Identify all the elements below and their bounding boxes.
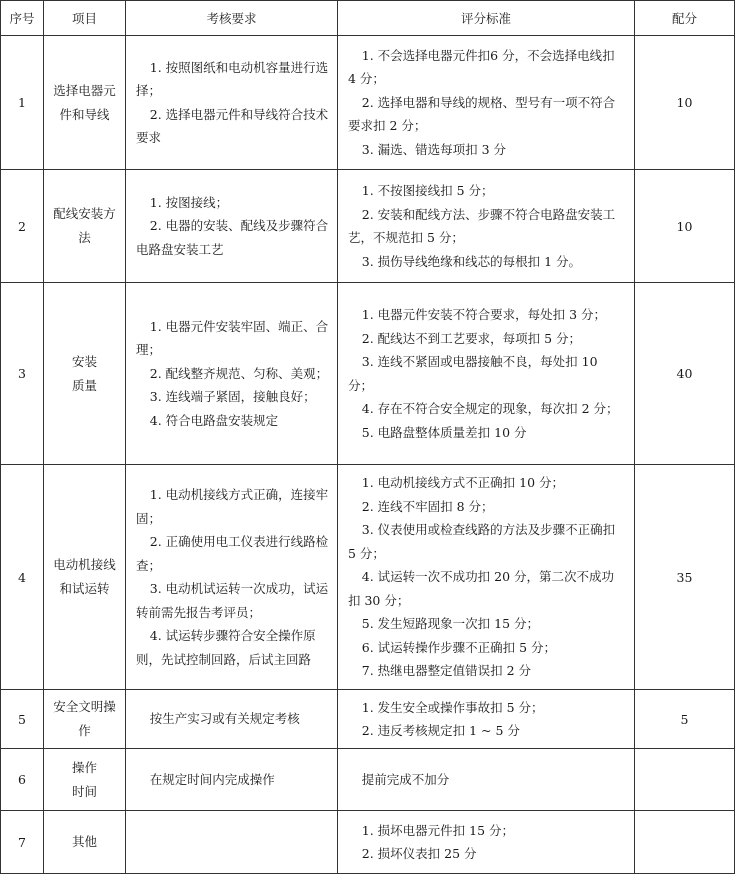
standard-line: 1. 不按图接线扣 5 分；: [361, 183, 494, 198]
requirement-line: 4. 符合电路盘安装规定: [149, 412, 279, 428]
standard-line: 6. 试运转操作步骤不正确扣 5 分；: [361, 639, 557, 655]
row-requirement: [126, 465, 338, 690]
row-item: [44, 36, 126, 170]
row-standard: [338, 283, 635, 465]
row-requirement: [126, 811, 338, 874]
row-score: 10: [635, 170, 735, 283]
row-item: [44, 811, 126, 874]
standard-line: 1. 电器元件安装不符合要求，每处扣 3 分；: [361, 307, 607, 322]
row-requirement: [126, 36, 338, 170]
header-row: [1, 1, 735, 36]
row-item: [44, 170, 126, 283]
standard-line: 2. 连线不牢固扣 8 分；: [361, 498, 494, 514]
header-requirement: 考核要求: [126, 1, 338, 36]
table-row: [1, 749, 735, 811]
requirement-line: 1. 按图接线；: [149, 194, 229, 210]
requirement-line: 1. 电器元件安装牢固、端正、合理；: [136, 318, 329, 358]
row-number: 6: [1, 749, 44, 811]
row-number: 5: [1, 690, 44, 749]
standard-line: 3. 仪表使用或检查线路的方法及步骤不正确扣 5 分；: [348, 522, 616, 561]
row-score: [635, 749, 735, 811]
row-requirement: [126, 170, 338, 283]
row-item-text: 电动机接线和试运转: [53, 557, 116, 596]
standard-line: 5. 电路盘整体质量差扣 10 分: [361, 424, 527, 440]
header-item: 项目: [44, 1, 126, 36]
row-item: [44, 690, 126, 749]
row-item-text: 其他: [71, 834, 97, 849]
row-item: [44, 749, 126, 811]
row-number: 7: [1, 811, 44, 874]
requirement-line: 2. 正确使用电工仪表进行线路检查；: [136, 534, 329, 573]
header-num: 序号: [1, 1, 44, 36]
standard-line: 1. 不会选择电器元件扣6 分，不会选择电线扣 4 分；: [348, 47, 615, 87]
table-row: [1, 283, 735, 465]
row-requirement: [126, 690, 338, 749]
row-standard: [338, 36, 635, 170]
requirement-line: 1. 按照图纸和电动机容量进行选择；: [136, 59, 329, 98]
standard-line: 1. 发生安全或操作事故扣 5 分；: [361, 699, 544, 715]
requirement-line: 2. 电器的安装、配线及步骤符合电路盘安装工艺: [136, 218, 329, 257]
standard-line: 3. 漏选、错选每项扣 3 分: [361, 141, 507, 157]
row-item-text: 安全文明操作: [53, 699, 116, 738]
standard-line: 4. 存在不符合安全规定的现象，每次扣 2 分；: [361, 401, 619, 416]
row-number: 3: [1, 283, 44, 465]
header-standard: 评分标准: [338, 1, 635, 36]
standard-line: 3. 损伤导线绝缘和线芯的每根扣 1 分。: [361, 253, 582, 269]
standard-line: 1. 电动机接线方式不正确扣 10 分；: [361, 475, 565, 491]
requirement-line: 2. 配线整齐规范、匀称、美观；: [149, 365, 329, 381]
table-row: [1, 465, 735, 690]
header-score: 配分: [635, 1, 735, 36]
row-requirement: [126, 283, 338, 465]
row-score: 40: [635, 283, 735, 465]
requirement-line: 2. 选择电器元件和导线符合技术要求: [136, 106, 329, 145]
row-item-text: 配线安装方法: [53, 206, 116, 245]
row-item-text: 选择电器元件和导线: [53, 82, 116, 122]
standard-line: 1. 损坏电器元件扣 15 分；: [361, 822, 515, 838]
standard-line: 5. 发生短路现象一次扣 15 分；: [361, 616, 540, 632]
row-number: 4: [1, 465, 44, 690]
standard-line: 2. 选择电器和导线的规格、型号有一项不符合要求扣 2 分；: [348, 94, 616, 134]
standard-line: 4. 试运转一次不成功扣 20 分，第二次不成功扣 30 分；: [348, 569, 615, 608]
table-row: [1, 36, 735, 170]
requirement-line: 4. 试运转步骤符合安全操作原则，先试控制回路，后试主回路: [136, 628, 316, 667]
requirement-line: 1. 电动机接线方式正确，连接牢固；: [136, 487, 329, 526]
standard-line: 2. 配线达不到工艺要求，每项扣 5 分；: [361, 330, 582, 346]
row-standard: [338, 170, 635, 283]
row-number: 2: [1, 170, 44, 283]
standard-line: 7. 热继电器整定值错误扣 2 分: [361, 663, 532, 679]
row-score: 5: [635, 690, 735, 749]
standard-line: 2. 安装和配线方法、步骤不符合电路盘安装工艺，不规范扣 5 分；: [348, 206, 616, 245]
row-score: 35: [635, 465, 735, 690]
standard-line: 2. 违反考核规定扣 1 ~ 5 分: [361, 723, 520, 738]
table-row: [1, 811, 735, 874]
row-standard: [338, 811, 635, 874]
row-number: 1: [1, 36, 44, 170]
requirement-line: 按生产实习或有关规定考核: [149, 711, 300, 727]
row-item-text: 安装质量: [71, 353, 97, 393]
standard-line: 3. 连线不紧固或电器接触不良，每处扣 10 分；: [348, 354, 598, 393]
table-row: [1, 170, 735, 283]
row-item: [44, 465, 126, 690]
row-item-text: 操作时间: [71, 759, 97, 799]
row-standard: [338, 690, 635, 749]
row-item: [44, 283, 126, 465]
requirement-line: 3. 连线端子紧固，接触良好；: [149, 389, 316, 405]
table-row: [1, 690, 735, 749]
requirement-line: 3. 电动机试运转一次成功，试运转前需先报告考评员；: [136, 581, 329, 620]
row-standard: [338, 749, 635, 811]
row-score: [635, 811, 735, 874]
standard-line: 提前完成不加分: [361, 771, 450, 787]
row-requirement: [126, 749, 338, 811]
standard-line: 2. 损坏仪表扣 25 分: [361, 846, 477, 861]
row-score: 10: [635, 36, 735, 170]
row-standard: [338, 465, 635, 690]
requirement-line: 在规定时间内完成操作: [149, 771, 275, 787]
